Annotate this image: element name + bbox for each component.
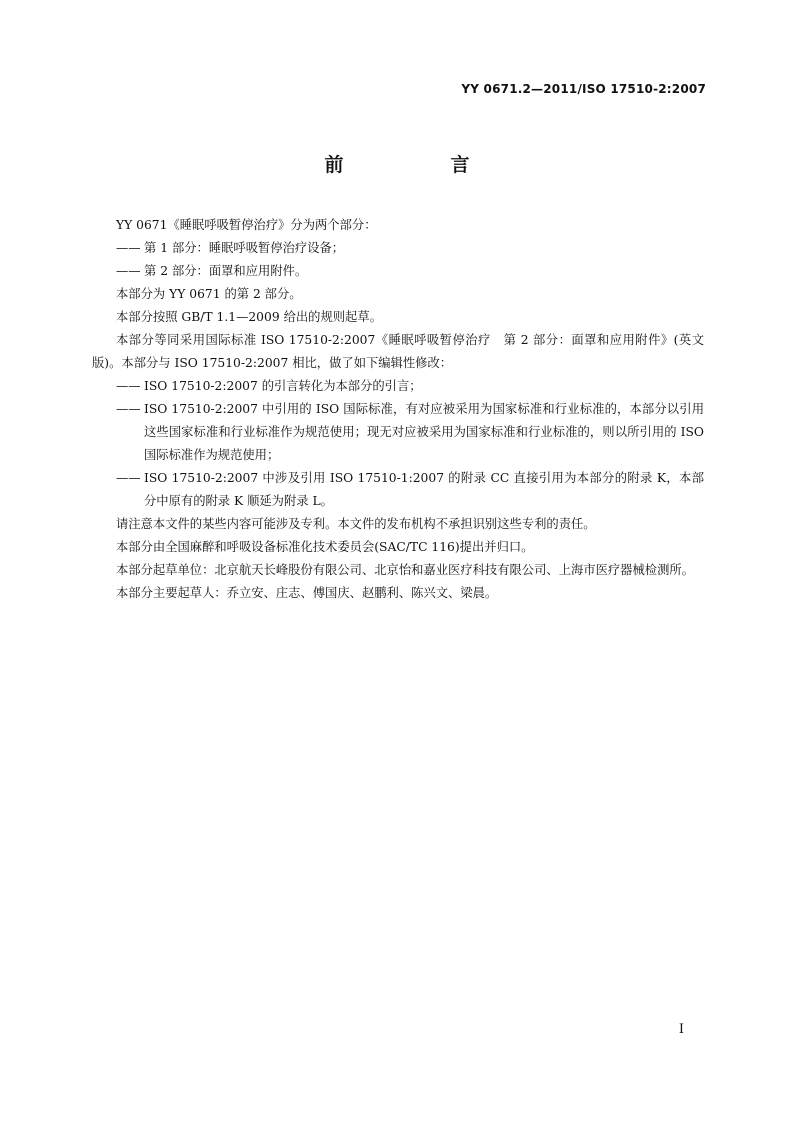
paragraph: 本部分起草单位：北京航天长峰股份有限公司、北京怡和嘉业医疗科技有限公司、上海市医疗器械检测所。 — [116, 563, 694, 577]
paragraph: 请注意本文件的某些内容可能涉及专利。本文件的发布机构不承担识别这些专利的责任。 — [116, 517, 596, 531]
paragraph: 本部分按照 GB/T 1.1—2009 给出的规则起草。 — [116, 310, 382, 324]
list-item-text: ISO 17510-2:2007 中引用的 ISO 国际标准，有对应被采用为国家标准和行业标准的，本部分以引用这些国家标准和行业标准作为规范使用；现无对应被采用为国家标准和行业标准的，则以所引用的 ISO 国际标准作为规范使用； — [144, 402, 704, 462]
list-item — [92, 375, 704, 398]
list-dash: —— — [116, 379, 141, 393]
list-item — [92, 467, 704, 513]
document-body — [92, 214, 704, 605]
list-item-text: 第 2 部分：面罩和应用附件。 — [144, 264, 308, 278]
list-dash: —— — [116, 241, 141, 255]
page-title: 前 言 — [324, 154, 514, 176]
page-number: I — [678, 1022, 684, 1037]
paragraph: 本部分为 YY 0671 的第 2 部分。 — [116, 287, 302, 301]
list-item — [92, 260, 704, 283]
list-dash: —— — [116, 402, 141, 416]
standard-code: YY 0671.2—2011/ISO 17510-2:2007 — [461, 82, 706, 96]
paragraph: YY 0671《睡眠呼吸暂停治疗》分为两个部分： — [116, 218, 377, 232]
list-item-text: ISO 17510-2:2007 中涉及引用 ISO 17510-1:2007 的附录 CC 直接引用为本部分的附录 K，本部分中原有的附录 K 顺延为附录 L。 — [144, 471, 704, 508]
paragraph: 本部分等同采用国际标准 ISO 17510-2:2007《睡眠呼吸暂停治疗 第 2 部分：面罩和应用附件》(英文版)。本部分与 ISO 17510-2:2007 相比，做了如下编辑性修改： — [92, 333, 704, 370]
list-dash: —— — [116, 264, 141, 278]
list-item — [92, 237, 704, 260]
list-item-text: 第 1 部分：睡眠呼吸暂停治疗设备； — [144, 241, 345, 255]
paragraph: 本部分主要起草人：乔立安、庄志、傅国庆、赵鹏利、陈兴文、梁晨。 — [116, 586, 498, 600]
list-item — [92, 398, 704, 467]
paragraph: 本部分由全国麻醉和呼吸设备标准化技术委员会(SAC/TC 116)提出并归口。 — [116, 540, 534, 554]
list-item-text: ISO 17510-2:2007 的引言转化为本部分的引言； — [144, 379, 422, 393]
list-dash: —— — [116, 471, 141, 485]
